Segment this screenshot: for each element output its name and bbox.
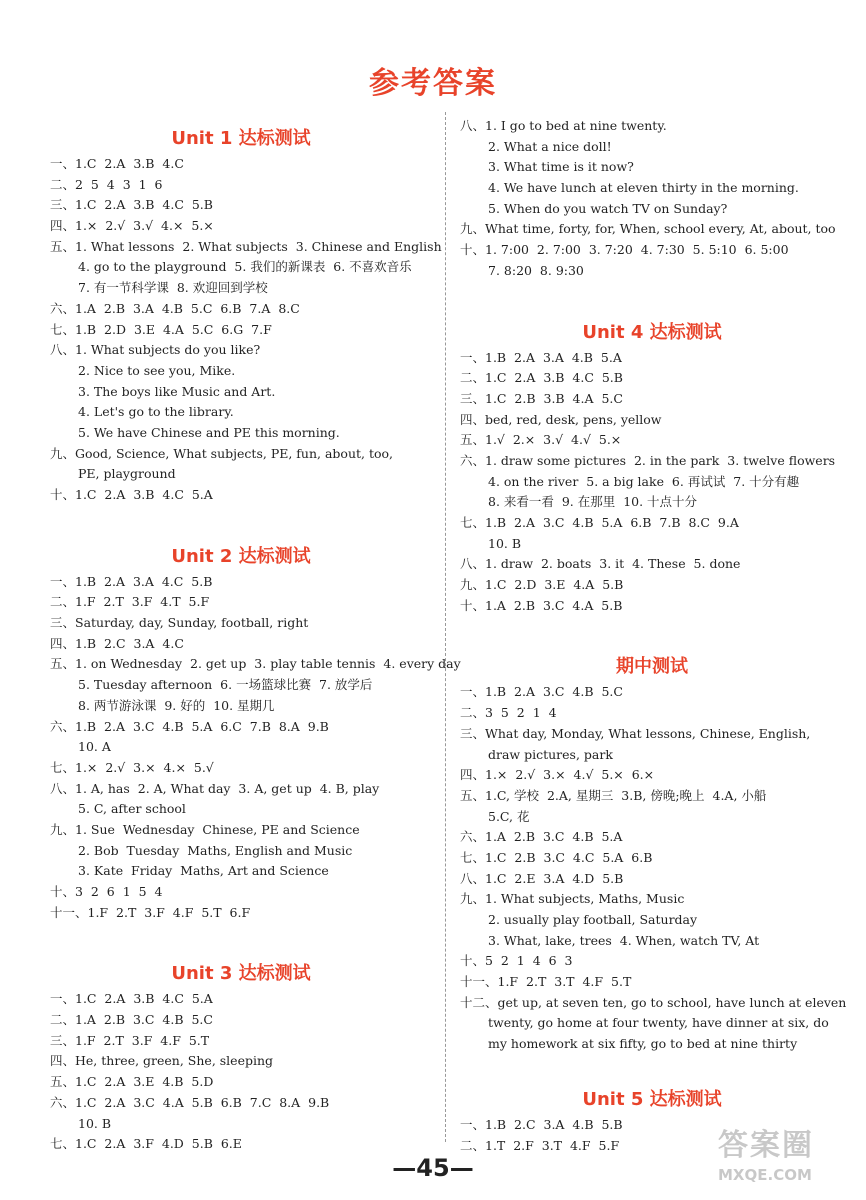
answer-line: 二、3 5 2 1 4: [460, 705, 557, 721]
answer-line: 5. When do you watch TV on Sunday?: [488, 200, 728, 216]
answer-line: 3. The boys like Music and Art.: [78, 383, 276, 399]
answer-line: 九、1. What subjects, Maths, Music: [460, 891, 685, 907]
answer-line: 三、Saturday, day, Sunday, football, right: [50, 615, 309, 631]
answer-line: 八、1. draw 2. boats 3. it 4. These 5. done: [460, 556, 741, 572]
answer-line: 一、1.C 2.A 3.B 4.C 5.A: [50, 991, 213, 1007]
unit3-heading: Unit 3 达标测试: [171, 963, 311, 985]
answer-line: 2. What a nice doll!: [488, 138, 612, 154]
answer-line: 九、1. Sue Wednesday Chinese, PE and Science: [50, 821, 360, 837]
answer-line: 5.C, 花: [488, 808, 530, 824]
answer-line: 十、3 2 6 1 5 4: [50, 884, 163, 899]
answer-line: 六、1.A 2.B 3.C 4.B 5.A: [460, 829, 623, 845]
answer-line: 7. 8:20 8. 9:30: [488, 262, 584, 278]
answer-line: 3. Kate Friday Maths, Art and Science: [78, 863, 329, 879]
answer-line: 3. What time is it now?: [488, 159, 634, 175]
answer-line: 4. go to the playground 5. 我们的新课表 6. 不喜欢音乐: [78, 259, 412, 275]
answer-line: 一、1.B 2.C 3.A 4.B 5.B: [460, 1116, 623, 1132]
answer-line: 十、5 2 1 4 6 3: [460, 953, 573, 969]
answer-line: 十一、1.F 2.T 3.F 4.F 5.T 6.F: [50, 904, 251, 920]
column-divider: [445, 112, 446, 1142]
answer-line: 一、1.B 2.A 3.A 4.B 5.A: [460, 349, 622, 365]
answer-line: 九、What time, forty, for, When, school every, At, about, too: [460, 221, 836, 237]
answer-line: 四、He, three, green, She, sleeping: [50, 1053, 274, 1069]
answer-line: 4. We have lunch at eleven thirty in the morning.: [488, 180, 799, 196]
answer-line: 十、1.A 2.B 3.C 4.A 5.B: [460, 597, 623, 613]
answer-line: 七、1.C 2.B 3.C 4.C 5.A 6.B: [460, 849, 653, 865]
answer-line: 六、1. draw some pictures 2. in the park 3. twelve flowers: [460, 452, 836, 468]
unit4-answers: [460, 348, 844, 617]
watermark-url: MXQE.COM: [718, 1166, 812, 1184]
answer-line: 六、1.C 2.A 3.C 4.A 5.B 6.B 7.C 8.A 9.B: [50, 1094, 330, 1110]
answer-line: 四、1.× 2.√ 3.√ 4.× 5.×: [50, 218, 214, 234]
unit4-heading: Unit 4 达标测试: [582, 321, 722, 343]
answer-line: 四、1.B 2.C 3.A 4.C: [50, 635, 184, 651]
answer-line: 三、1.F 2.T 3.F 4.F 5.T: [50, 1032, 210, 1048]
answer-line: 五、1.C, 学校 2.A, 星期三 3.B, 傍晚;晚上 4.A, 小船: [460, 787, 767, 803]
answer-line: 2. Nice to see you, Mike.: [78, 362, 236, 378]
midterm-answers: [460, 682, 847, 1054]
answer-line: 5. C, after school: [78, 801, 186, 817]
unit3-answers-continued: [460, 116, 844, 282]
answer-line: 三、What day, Monday, What lessons, Chinese, English,: [460, 725, 811, 741]
unit2-heading: Unit 2 达标测试: [171, 545, 311, 567]
answer-line: 五、1. on Wednesday 2. get up 3. play table tennis 4. every day: [50, 656, 461, 672]
answer-line: draw pictures, park: [488, 746, 613, 762]
answer-line: my homework at six fifty, go to bed at nine thirty: [488, 1036, 798, 1052]
answer-line: 10. B: [488, 535, 522, 551]
right-column: [460, 116, 847, 1156]
answer-line: 二、1.T 2.F 3.T 4.F 5.F: [460, 1137, 620, 1153]
answer-line: 10. A: [78, 739, 111, 755]
answer-line: 三、1.C 2.A 3.B 4.C 5.B: [50, 197, 213, 213]
answer-line: 五、1.C 2.A 3.E 4.B 5.D: [50, 1074, 214, 1090]
answer-line: 八、1. I go to bed at nine twenty.: [460, 118, 667, 133]
answer-line: 2. Bob Tuesday Maths, English and Music: [78, 842, 353, 858]
answer-line: 一、1.B 2.A 3.C 4.B 5.C: [460, 684, 623, 700]
answer-line: 二、1.F 2.T 3.F 4.T 5.F: [50, 594, 210, 610]
unit2-answers: [50, 572, 461, 924]
answer-line: 五、1.√ 2.× 3.√ 4.√ 5.×: [460, 432, 622, 448]
answer-line: 二、1.A 2.B 3.C 4.B 5.C: [50, 1012, 213, 1028]
answer-line: 八、1.C 2.E 3.A 4.D 5.B: [460, 870, 624, 886]
answer-line: 九、1.C 2.D 3.E 4.A 5.B: [460, 577, 624, 593]
unit5-heading: Unit 5 达标测试: [582, 1088, 722, 1110]
left-column: [50, 116, 461, 1155]
answer-line: 七、1.× 2.√ 3.× 4.× 5.√: [50, 759, 214, 775]
answer-line: 六、1.A 2.B 3.A 4.B 5.C 6.B 7.A 8.C: [50, 300, 300, 316]
page-title: 参考答案: [369, 66, 497, 101]
answer-line: 八、1. A, has 2. A, What day 3. A, get up 4. B, play: [50, 780, 380, 796]
unit1-answers: [50, 154, 442, 506]
answer-line: 十一、1.F 2.T 3.T 4.F 5.T: [460, 974, 632, 990]
answer-line: 3. What, lake, trees 4. When, watch TV, At: [488, 932, 760, 948]
page-number: —45—: [392, 1154, 474, 1182]
answer-line: 七、1.C 2.A 3.F 4.D 5.B 6.E: [50, 1136, 242, 1152]
answer-line: 八、1. What subjects do you like?: [50, 342, 261, 358]
answer-line: 一、1.B 2.A 3.A 4.C 5.B: [50, 573, 213, 589]
watermark-mark: 答案圈: [718, 1128, 814, 1163]
answer-line: 十二、get up, at seven ten, go to school, have lunch at eleven: [460, 994, 847, 1010]
answer-line: 4. Let's go to the library.: [78, 404, 234, 420]
answer-line: twenty, go home at four twenty, have dinner at six, do: [488, 1015, 829, 1031]
answer-line: 10. B: [78, 1115, 112, 1131]
answer-line: 六、1.B 2.A 3.C 4.B 5.A 6.C 7.B 8.A 9.B: [50, 718, 329, 734]
answer-line: 四、1.× 2.√ 3.× 4.√ 5.× 6.×: [460, 767, 655, 783]
answer-line: 5. We have Chinese and PE this morning.: [78, 424, 340, 440]
answer-line: 2. usually play football, Saturday: [488, 912, 698, 927]
answer-line: 8. 来看一看 9. 在那里 10. 十点十分: [488, 494, 698, 510]
answer-line: 七、1.B 2.D 3.E 4.A 5.C 6.G 7.F: [50, 321, 272, 337]
answer-line: 二、2 5 4 3 1 6: [50, 176, 163, 192]
answer-line: 十、1.C 2.A 3.B 4.C 5.A: [50, 487, 213, 502]
answer-line: 七、1.B 2.A 3.C 4.B 5.A 6.B 7.B 8.C 9.A: [460, 515, 739, 530]
answer-line: 三、1.C 2.B 3.B 4.A 5.C: [460, 390, 623, 406]
answer-line: 4. on the river 5. a big lake 6. 再试试 7. 十分有趣: [488, 473, 800, 489]
answer-line: PE, playground: [78, 466, 176, 482]
unit3-answers: [50, 989, 432, 1155]
watermark-logo: [718, 1120, 858, 1196]
answer-line: 5. Tuesday afternoon 6. 一场篮球比赛 7. 放学后: [78, 677, 373, 693]
answer-line: 二、1.C 2.A 3.B 4.C 5.B: [460, 370, 623, 386]
answer-line: 8. 两节游泳课 9. 好的 10. 星期几: [78, 697, 275, 713]
answer-line: 五、1. What lessons 2. What subjects 3. Chinese and English: [50, 238, 442, 254]
answer-line: 十、1. 7:00 2. 7:00 3. 7:20 4. 7:30 5. 5:10 6. 5:00: [460, 242, 789, 258]
answer-line: 四、bed, red, desk, pens, yellow: [460, 411, 662, 427]
midterm-heading: 期中测试: [616, 656, 688, 678]
answer-line: 一、1.C 2.A 3.B 4.C: [50, 156, 184, 171]
unit1-heading: Unit 1 达标测试: [171, 128, 311, 149]
answer-line: 7. 有一节科学课 8. 欢迎回到学校: [78, 280, 268, 296]
answer-line: 九、Good, Science, What subjects, PE, fun, about, too,: [50, 445, 394, 461]
